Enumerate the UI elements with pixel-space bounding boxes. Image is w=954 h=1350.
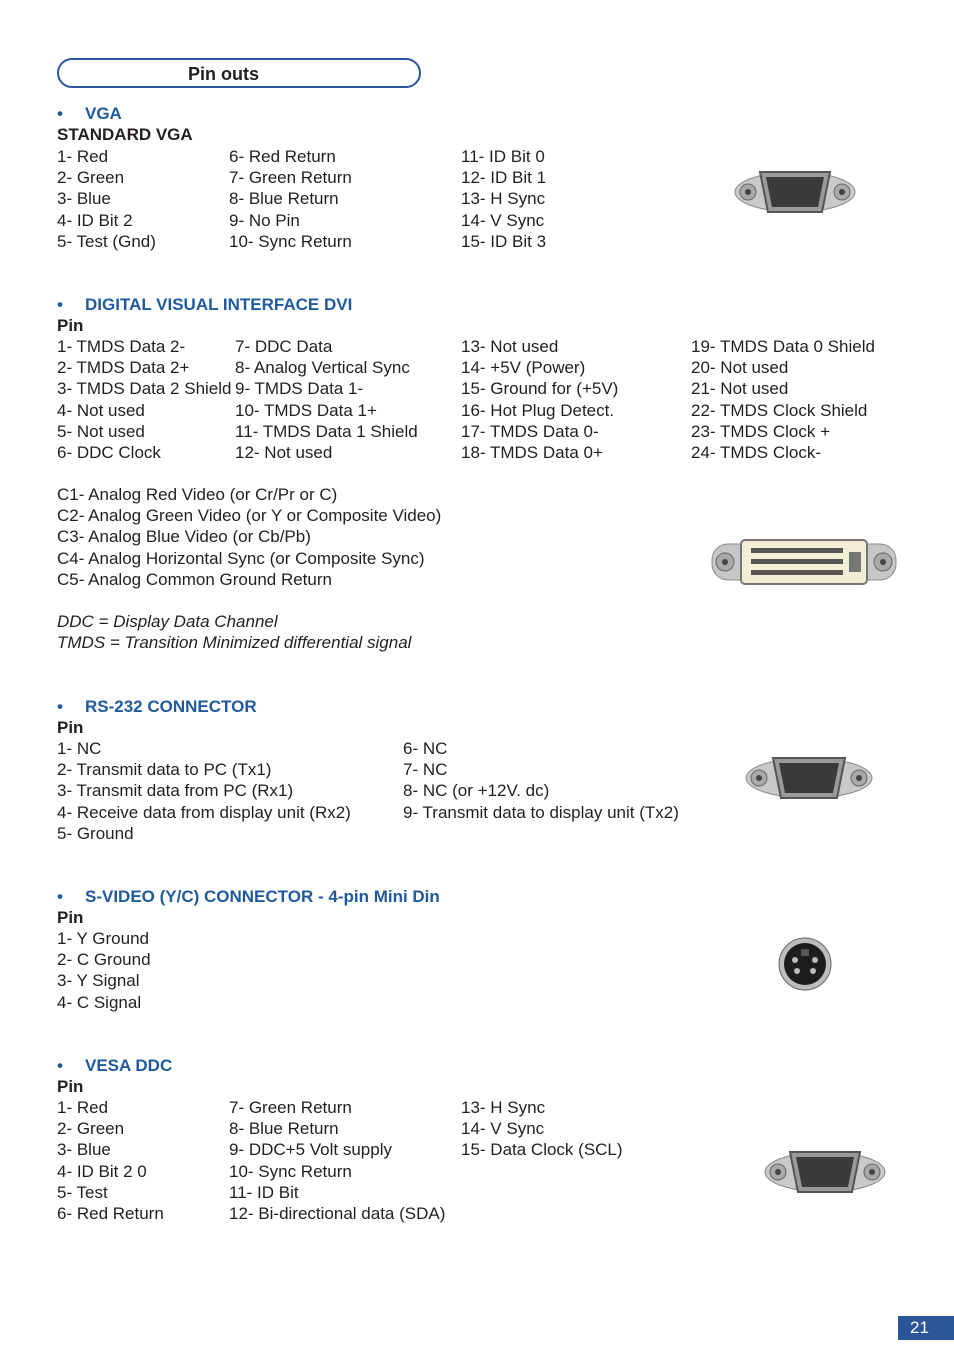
pin-entry: 8- Blue Return (229, 189, 339, 209)
dvi-col-4 (691, 336, 875, 463)
pin-entry: 2- TMDS Data 2+ (57, 358, 190, 378)
pin-entry: 12- Not used (235, 442, 333, 462)
pin-entry: C2- Analog Green Video (or Y or Composite Video) (57, 506, 442, 526)
pin-entry: 3- Transmit data from PC (Rx1) (57, 781, 294, 801)
pin-entry: C5- Analog Common Ground Return (57, 569, 332, 589)
dvi-col-2 (235, 336, 418, 463)
pin-entry: 3- Blue (57, 1140, 111, 1160)
pin-entry: 3- TMDS Data 2 Shield (57, 379, 232, 399)
pin-entry: 1- Red (57, 147, 109, 166)
pin-entry: 2- C Ground (57, 950, 151, 970)
pin-entry: 12- ID Bit 1 (461, 168, 547, 188)
dvi-connector-image (711, 538, 897, 586)
section-title-box (57, 58, 421, 88)
pin-entry: 20- Not used (691, 358, 789, 378)
pin-entry: 21- Not used (691, 379, 789, 399)
pin-entry: 7- NC (403, 760, 448, 780)
vga-heading-text: VGA (85, 104, 122, 123)
vga-heading (57, 103, 122, 124)
vesa-connector-image (764, 1148, 886, 1196)
rs232-heading (57, 696, 257, 717)
bullet: • (57, 697, 63, 716)
pin-entry: 13- H Sync (461, 189, 546, 209)
rs232-col-2 (403, 738, 679, 823)
pin-entry: 7- Green Return (229, 168, 352, 188)
pin-entry: 16- Hot Plug Detect. (461, 400, 615, 420)
pin-entry: 6- DDC Clock (57, 442, 161, 462)
svideo-connector-image (778, 936, 832, 992)
pin-entry: 5- Test (Gnd) (57, 231, 156, 251)
pin-entry: 9- Transmit data to display unit (Tx2) (403, 802, 679, 822)
pin-entry: 14- +5V (Power) (461, 358, 586, 378)
bullet: • (57, 295, 63, 314)
vga-connector-image (734, 168, 856, 216)
pin-entry: 11- ID Bit (229, 1182, 299, 1202)
vesa-col-2 (229, 1097, 445, 1224)
pin-entry: TMDS = Transition Minimized differential signal (57, 633, 412, 653)
pin-entry: 6- NC (403, 739, 448, 758)
dvi-analog-list (57, 484, 441, 590)
pin-entry: 4- Receive data from display unit (Rx2) (57, 802, 351, 822)
pin-entry: C3- Analog Blue Video (or Cb/Pb) (57, 527, 311, 547)
dvi-col-3 (461, 336, 618, 463)
svideo-col-1 (57, 928, 151, 1013)
pin-entry: 8- NC (or +12V. dc) (403, 781, 550, 801)
vesa-heading (57, 1055, 172, 1076)
vga-subheading: STANDARD VGA (57, 125, 193, 144)
pin-entry: 23- TMDS Clock + (691, 421, 831, 441)
svideo-heading-text: S-VIDEO (Y/C) CONNECTOR - 4-pin Mini Din (85, 887, 440, 906)
pin-entry: 3- Blue (57, 189, 111, 209)
pin-entry: 15- Ground for (+5V) (461, 379, 619, 399)
dvi-heading (57, 294, 352, 315)
pin-entry: 22- TMDS Clock Shield (691, 400, 868, 420)
pin-entry: 2- Transmit data to PC (Tx1) (57, 760, 272, 780)
bullet: • (57, 104, 63, 123)
pin-entry: 3- Y Signal (57, 971, 140, 991)
pin-entry: 5- Test (57, 1182, 108, 1202)
pin-entry: 15- Data Clock (SCL) (461, 1140, 623, 1160)
page-number: 21 (898, 1316, 954, 1340)
pin-entry: 6- Red Return (229, 147, 336, 166)
pin-entry: 5- Not used (57, 421, 145, 441)
pin-entry: 2- Green (57, 168, 125, 188)
dvi-subheading: Pin (57, 316, 84, 335)
pin-entry: 15- ID Bit 3 (461, 231, 547, 251)
svideo-heading (57, 886, 440, 907)
pin-entry: 6- Red Return (57, 1203, 164, 1223)
pin-entry: 10- Sync Return (229, 231, 352, 251)
pin-entry: 1- TMDS Data 2- (57, 337, 186, 356)
pin-entry: 13- H Sync (461, 1098, 546, 1117)
pin-entry: 11- TMDS Data 1 Shield (235, 421, 418, 441)
pin-entry: 12- Bi-directional data (SDA) (229, 1203, 446, 1223)
pin-entry: 4- ID Bit 2 (57, 210, 133, 230)
pin-entry: 18- TMDS Data 0+ (461, 442, 603, 462)
pin-entry: 1- Y Ground (57, 929, 149, 948)
rs232-heading-text: RS-232 CONNECTOR (85, 697, 257, 716)
pin-entry: 11- ID Bit 0 (461, 147, 545, 166)
pin-entry: 7- DDC Data (235, 337, 333, 356)
pin-entry: 8- Blue Return (229, 1119, 339, 1139)
pin-entry: 19- TMDS Data 0 Shield (691, 337, 875, 356)
pin-entry: 10- Sync Return (229, 1161, 352, 1181)
vesa-subheading: Pin (57, 1077, 84, 1096)
bullet: • (57, 887, 63, 906)
pin-entry: 2- Green (57, 1119, 125, 1139)
pin-entry: 14- V Sync (461, 1119, 545, 1139)
pin-entry: C4- Analog Horizontal Sync (or Composite Sync) (57, 548, 425, 568)
vesa-col-1 (57, 1097, 164, 1224)
vesa-heading-text: VESA DDC (85, 1056, 173, 1075)
vesa-col-3 (461, 1097, 623, 1161)
dvi-heading-text: DIGITAL VISUAL INTERFACE DVI (85, 295, 353, 314)
pin-entry: 1- NC (57, 739, 102, 758)
rs232-col-1 (57, 738, 351, 844)
vga-col-2 (229, 146, 352, 252)
pin-entry: 17- TMDS Data 0- (461, 421, 599, 441)
pin-entry: C1- Analog Red Video (or Cr/Pr or C) (57, 485, 338, 504)
dvi-col-1 (57, 336, 231, 463)
svideo-subheading: Pin (57, 908, 84, 927)
pin-entry: 10- TMDS Data 1+ (235, 400, 377, 420)
bullet: • (57, 1056, 63, 1075)
rs232-connector-image (745, 754, 873, 802)
rs232-subheading: Pin (57, 718, 84, 737)
dvi-notes (57, 611, 411, 653)
pin-entry: 9- No Pin (229, 210, 300, 230)
pin-entry: 1- Red (57, 1098, 109, 1117)
pin-entry: 4- Not used (57, 400, 145, 420)
pin-entry: 24- TMDS Clock- (691, 442, 822, 462)
pin-entry: 4- ID Bit 2 0 (57, 1161, 147, 1181)
pin-entry: 8- Analog Vertical Sync (235, 358, 410, 378)
pin-entry: DDC = Display Data Channel (57, 612, 278, 631)
pin-entry: 5- Ground (57, 823, 134, 843)
pin-entry: 7- Green Return (229, 1098, 352, 1117)
pin-entry: 14- V Sync (461, 210, 545, 230)
vga-col-1 (57, 146, 156, 252)
section-title: Pin outs (188, 64, 259, 84)
pin-entry: 9- TMDS Data 1- (235, 379, 364, 399)
pin-entry: 4- C Signal (57, 992, 142, 1012)
pin-entry: 9- DDC+5 Volt supply (229, 1140, 392, 1160)
pin-entry: 13- Not used (461, 337, 559, 356)
vga-col-3 (461, 146, 546, 252)
